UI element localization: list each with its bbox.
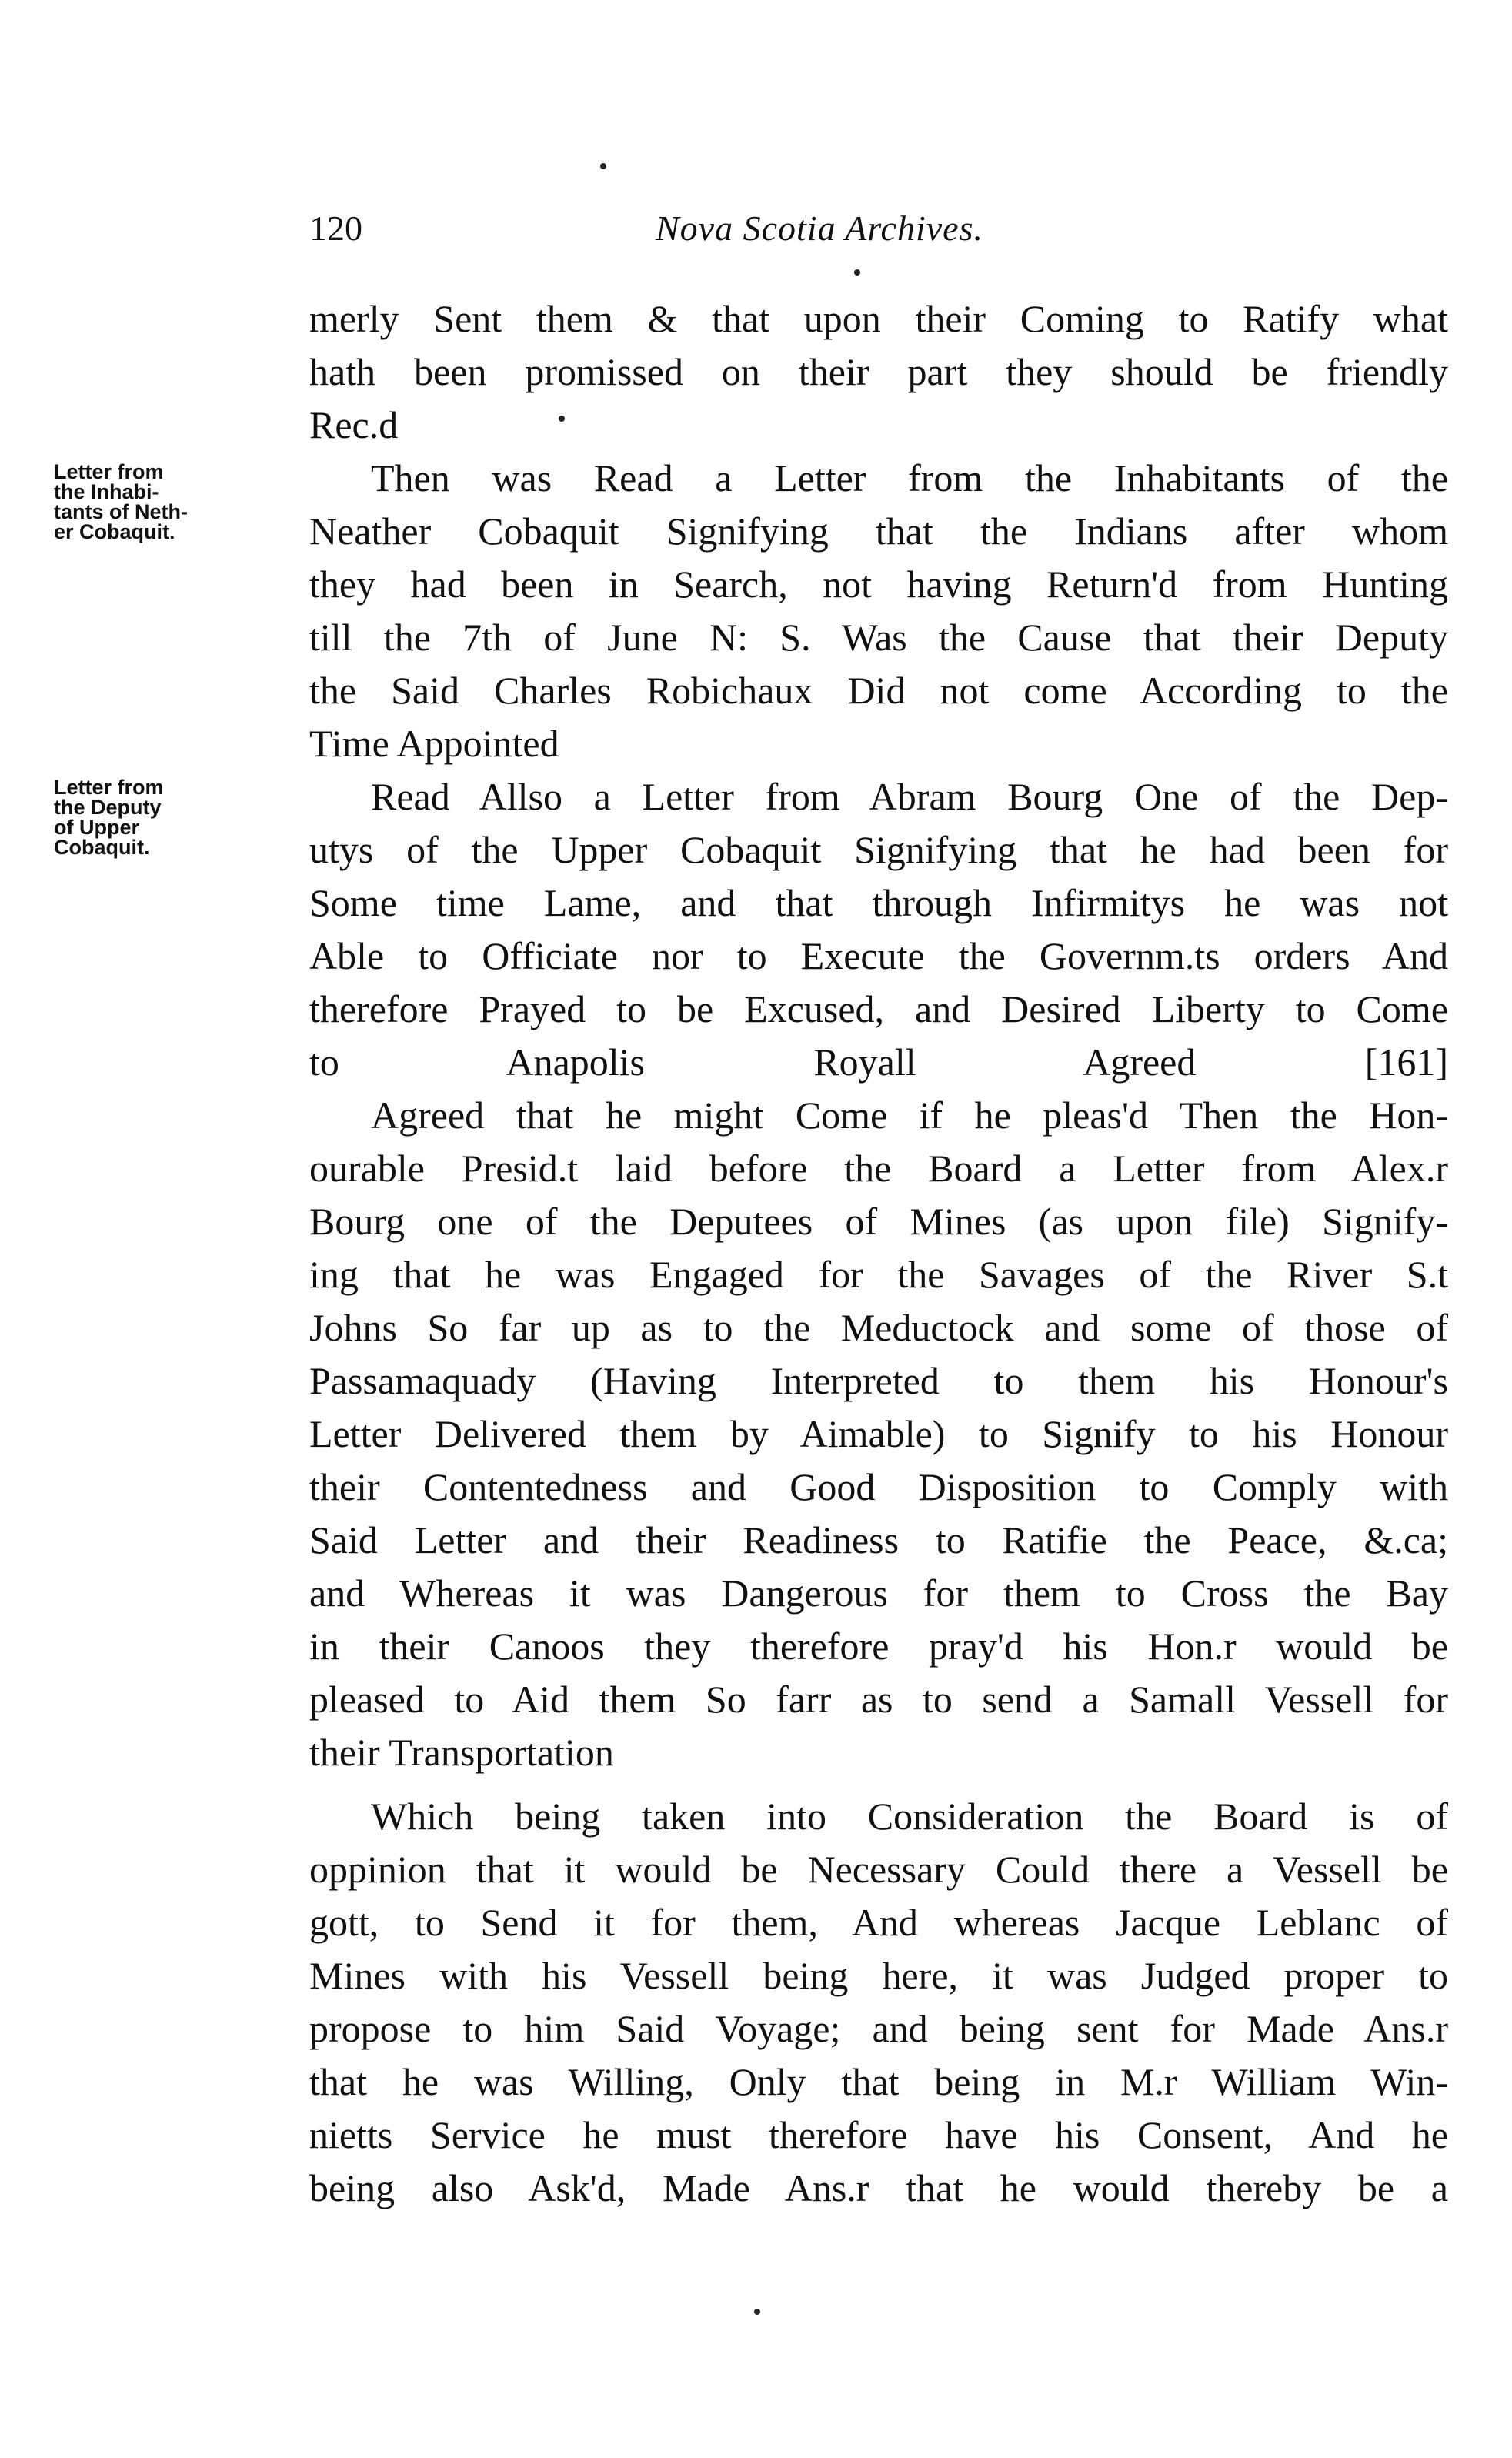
ink-speck [600, 163, 606, 169]
text-line: Mines with his Vessell being here, it was Judged proper to [309, 1954, 1448, 1997]
text-line: their Transportation [309, 1731, 614, 1774]
text-line: Which being taken into Consideration the Board is of [371, 1795, 1448, 1838]
text-line: hath been promissed on their part they should be friendly [309, 350, 1448, 393]
text-line: to Anapolis Royall Agreed [161] [309, 1040, 1448, 1084]
text-line: being also Ask'd, Made Ans.r that he would thereby be a [309, 2166, 1448, 2209]
text-line: Johns So far up as to the Meductock and some of those of [309, 1306, 1448, 1349]
text-line: gott, to Send it for them, And whereas Jacque Leblanc of [309, 1901, 1448, 1944]
text-line: the Said Charles Robichaux Did not come According to the [309, 669, 1448, 712]
page-header [309, 202, 1448, 255]
ink-speck [754, 2309, 760, 2315]
text-line: utys of the Upper Cobaquit Signifying that he had been for [309, 828, 1448, 871]
text-line: Passamaquady (Having Interpreted to them his Honour's [309, 1359, 1448, 1402]
text-line: pleased to Aid them So farr as to send a Samall Vessell for [309, 1678, 1448, 1721]
text-line: Some time Lame, and that through Infirmitys he was not [309, 881, 1448, 924]
text-line: Able to Officiate nor to Execute the Governm.ts orders And [309, 934, 1448, 977]
text-line: Time Appointed [309, 722, 559, 765]
text-line: Neather Cobaquit Signifying that the Indians after whom [309, 509, 1448, 553]
text-line: Said Letter and their Readiness to Ratifie the Peace, &.ca; [309, 1518, 1448, 1561]
margin-note-letter-inhabitants: Letter from the Inhabi- tants of Neth- er Cobaquit. [54, 460, 188, 543]
margin-note-letter-deputy: Letter from the Deputy of Upper Cobaquit. [54, 776, 164, 859]
text-line: ourable Presid.t laid before the Board a Letter from Alex.r [309, 1147, 1448, 1190]
text-line: Agreed that he might Come if he pleas'd Then the Hon- [371, 1094, 1448, 1137]
text-line: nietts Service he must therefore have his Consent, And he [309, 2113, 1448, 2156]
text-line: ing that he was Engaged for the Savages of the River S.t [309, 1253, 1448, 1296]
page-number: 120 [309, 209, 362, 248]
running-title: Nova Scotia Archives. [656, 209, 983, 248]
text-line: Read Allso a Letter from Abram Bourg One of the Dep- [371, 775, 1448, 818]
text-line: Then was Read a Letter from the Inhabitants of the [371, 456, 1448, 499]
text-line: till the 7th of June N: S. Was the Cause that their Deputy [309, 616, 1448, 659]
body-text [309, 292, 1448, 2215]
ink-speck [559, 416, 565, 422]
text-line: propose to him Said Voyage; and being sent for Made Ans.r [309, 2007, 1448, 2050]
text-line: that he was Willing, Only that being in M.r William Win- [309, 2060, 1448, 2103]
text-line: and Whereas it was Dangerous for them to Cross the Bay [309, 1571, 1448, 1615]
text-line: Letter Delivered them by Aimable) to Signify to his Honour [309, 1412, 1448, 1455]
text-line: merly Sent them & that upon their Coming to Ratify what [309, 297, 1448, 340]
text-line: Bourg one of the Deputees of Mines (as upon file) Signify- [309, 1200, 1448, 1243]
text-line: they had been in Search, not having Return'd from Hunting [309, 563, 1448, 606]
text-line: therefore Prayed to be Excused, and Desired Liberty to Come [309, 987, 1448, 1030]
paragraph-gap [309, 1779, 1448, 1790]
text-line: their Contentedness and Good Disposition to Comply with [309, 1465, 1448, 1508]
text-line: oppinion that it would be Necessary Could there a Vessell be [309, 1848, 1448, 1891]
text-line: Rec.d [309, 403, 399, 446]
ink-speck [854, 269, 860, 276]
text-line: in their Canoos they therefore pray'd his Hon.r would be [309, 1625, 1448, 1668]
